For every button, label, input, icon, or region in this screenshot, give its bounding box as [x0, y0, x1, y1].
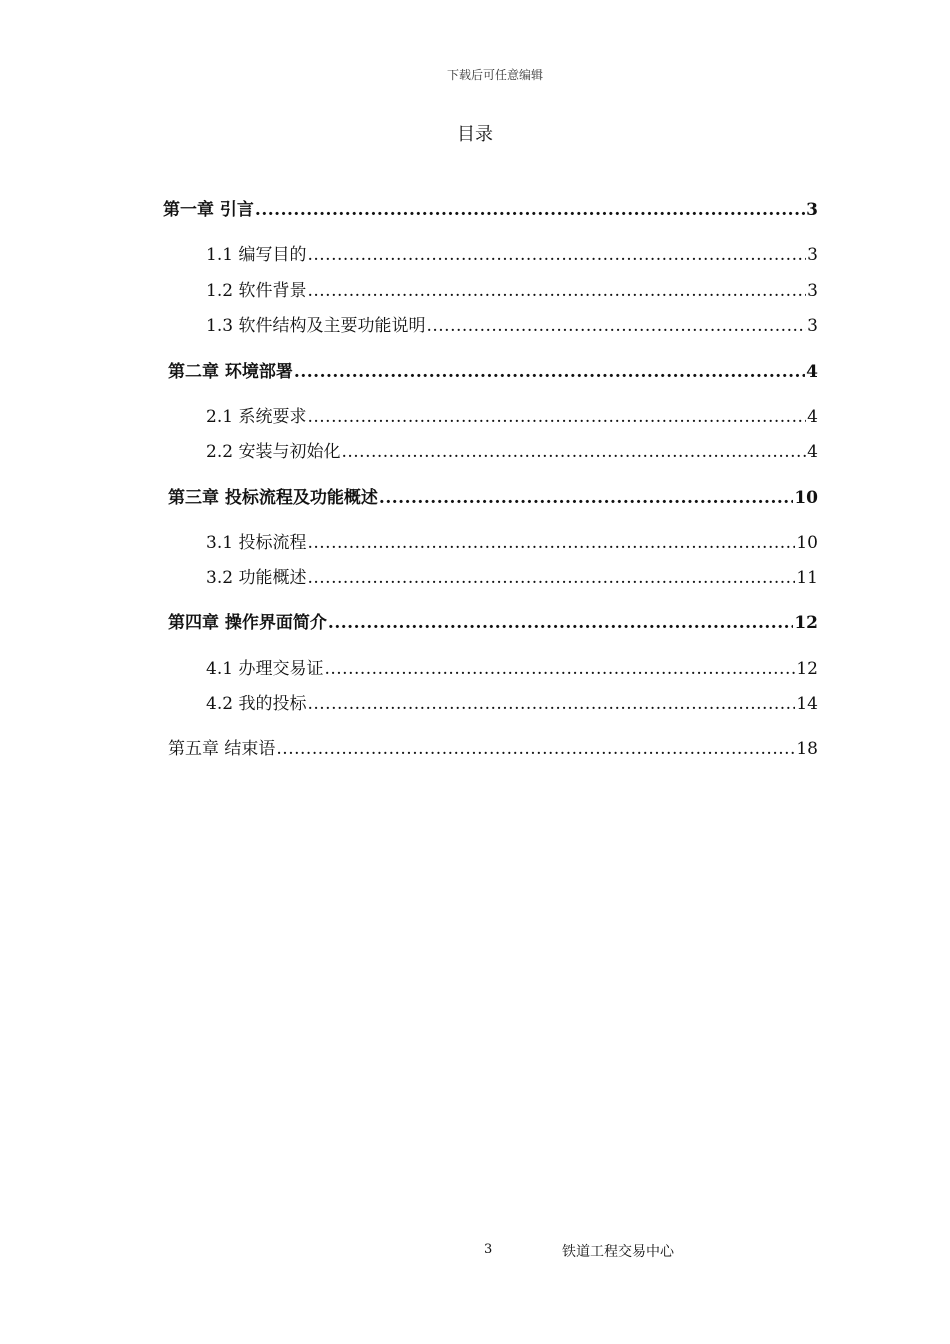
toc-entry-label: 第五章 结束语: [168, 739, 276, 759]
toc-entry-label: 4.2 我的投标: [206, 694, 307, 714]
toc-entry-page: 12: [796, 659, 818, 679]
toc-entry-label: 3.1 投标流程: [206, 533, 307, 553]
toc-entry-section-4-2[interactable]: [206, 692, 818, 716]
toc-entry-page: 4: [807, 407, 818, 427]
toc-entry-chapter-3[interactable]: [168, 486, 818, 510]
toc-entry-page: 10: [796, 533, 818, 553]
toc-entry-label: 1.3 软件结构及主要功能说明: [206, 316, 426, 336]
toc-entry-chapter-4[interactable]: [168, 611, 818, 635]
footer-organization: 铁道工程交易中心: [562, 1244, 674, 1260]
toc-entry-page: 10: [794, 488, 818, 508]
toc-entry-section-1-3[interactable]: [206, 314, 818, 338]
toc-entry-label: 第三章 投标流程及功能概述: [168, 488, 378, 508]
toc-entry-page: 4: [806, 362, 818, 382]
toc-entry-label: 1.2 软件背景: [206, 281, 307, 301]
toc-entry-label: 2.1 系统要求: [206, 407, 307, 427]
toc-leader-dots: [341, 440, 806, 464]
toc-entry-page: 18: [796, 739, 818, 759]
toc-leader-dots: [276, 737, 795, 761]
toc-leader-dots: [307, 531, 795, 555]
toc-entry-page: 3: [807, 281, 818, 301]
toc-entry-section-4-1[interactable]: [206, 657, 818, 681]
toc-entry-section-1-2[interactable]: [206, 279, 818, 303]
toc-leader-dots: [426, 314, 806, 338]
toc-entry-label: 第四章 操作界面简介: [168, 613, 327, 633]
toc-leader-dots: [307, 243, 806, 267]
footer-page-number: 3: [484, 1242, 493, 1257]
toc-title: 目录: [457, 124, 493, 145]
toc-leader-dots: [294, 360, 805, 384]
toc-entry-section-3-2[interactable]: [206, 566, 818, 590]
toc-entry-page: 3: [807, 316, 818, 336]
toc-entry-label: 第二章 环境部署: [168, 362, 293, 382]
toc-entry-label: 1.1 编写目的: [206, 245, 307, 265]
toc-entry-page: 12: [794, 613, 818, 633]
toc-leader-dots: [255, 198, 805, 222]
toc-entry-label: 4.1 办理交易证: [206, 659, 324, 679]
toc-entry-page: 3: [806, 200, 818, 220]
toc-entry-label: 3.2 功能概述: [206, 568, 307, 588]
toc-entry-page: 3: [807, 245, 818, 265]
toc-leader-dots: [379, 486, 793, 510]
toc-entry-chapter-2[interactable]: [168, 360, 818, 384]
toc-entry-label: 第一章 引言: [163, 200, 254, 220]
toc-entry-page: 14: [796, 694, 818, 714]
toc-leader-dots: [328, 611, 793, 635]
toc-entry-section-3-1[interactable]: [206, 531, 818, 555]
toc-entry-label: 2.2 安装与初始化: [206, 442, 341, 462]
toc-entry-page: 4: [807, 442, 818, 462]
toc-entry-section-2-2[interactable]: [206, 440, 818, 464]
toc-entry-page: 11: [796, 568, 818, 588]
toc-leader-dots: [307, 279, 806, 303]
toc-leader-dots: [307, 692, 795, 716]
toc-entry-section-2-1[interactable]: [206, 405, 818, 429]
toc-entry-section-1-1[interactable]: [206, 243, 818, 267]
toc-leader-dots: [324, 657, 795, 681]
header-note: 下载后可任意编辑: [446, 68, 543, 82]
toc-entry-chapter-5[interactable]: [168, 737, 818, 761]
toc-leader-dots: [307, 405, 806, 429]
toc-leader-dots: [307, 566, 795, 590]
toc-entry-chapter-1[interactable]: [163, 198, 818, 222]
